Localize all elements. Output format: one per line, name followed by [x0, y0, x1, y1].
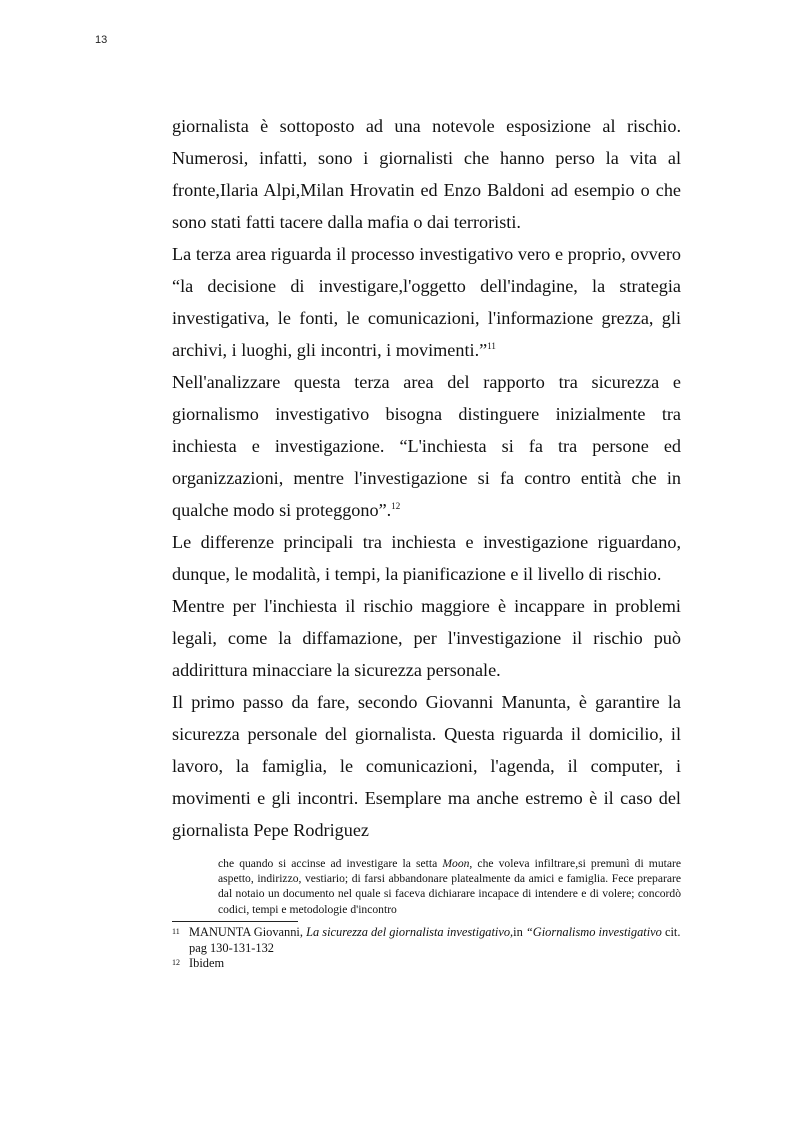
paragraph	[172, 366, 681, 526]
paragraph	[172, 526, 681, 590]
paragraph	[172, 238, 681, 366]
block-quote	[218, 856, 681, 917]
footnote-title: La sicurezza del giornalista investigativo,	[306, 925, 514, 939]
paragraph-text: Nell'analizzare questa terza area del rapporto tra sicurezza e giornalismo investigativo bisogna distinguere inizialmente tra inchiesta e investigazione. “L'inchiesta si fa tra persone ed organizzazioni, mentre l'investigazione si fa contro entità che in qualche modo si proteggono”.	[172, 372, 681, 520]
quote-text-start: che quando si accinse ad investigare la setta	[218, 857, 443, 870]
footnote-11	[172, 925, 681, 956]
paragraph	[172, 590, 681, 686]
footnote-text: Ibidem	[189, 956, 225, 971]
footnote-book: “Giornalismo investigativo	[525, 925, 662, 939]
footnote-number: 12	[172, 958, 180, 968]
footnote-separator	[172, 921, 298, 922]
page-number: 13	[95, 34, 108, 46]
footnote-12	[172, 956, 681, 972]
quote-emphasis: Moon	[442, 857, 470, 870]
footnote-rest: cit. pag 130-131-132	[189, 925, 681, 955]
body-text	[172, 110, 681, 846]
quote-text-end: , che voleva infiltrare,si premunì di mutare aspetto, indirizzo, vestiario; di farsi abbandonare platealmente da amici e famiglia. Fece preparare dal notaio un documento nel quale si faceva dichiarare incapace di intendere e di volere; concordò codici, tempi e metodologie d'incontro	[218, 857, 681, 916]
footnote-connector: in	[513, 925, 526, 939]
paragraph	[172, 686, 681, 846]
paragraph-text: Le differenze principali tra inchiesta e investigazione riguardano, dunque, le modalità, i tempi, la pianificazione e il livello di rischio.	[172, 532, 681, 584]
paragraph-text: La terza area riguarda il processo investigativo vero e proprio, ovvero “la decisione di investigare,l'oggetto dell'indagine, la strategia investigativa, le fonti, le comunicazioni, l'informazione grezza, gli archivi, i luoghi, gli incontri, i movimenti.”	[172, 244, 681, 360]
footnote-reference[interactable]: 12	[391, 501, 401, 511]
footnote-number: 11	[172, 927, 180, 936]
paragraph-text: Il primo passo da fare, secondo Giovanni Manunta, è garantire la sicurezza personale del giornalista. Questa riguarda il domicilio, il lavoro, la famiglia, le comunicazioni, l'agenda, il computer, i movimenti e gli incontri. Esemplare ma anche estremo è il caso del giornalista Pepe Rodriguez	[172, 692, 681, 840]
paragraph	[172, 110, 681, 238]
footnotes	[172, 925, 681, 972]
footnote-reference[interactable]: 11	[487, 341, 496, 351]
paragraph-text: giornalista è sottoposto ad una notevole esposizione al rischio. Numerosi, infatti, sono i giornalisti che hanno perso la vita al fronte,Ilaria Alpi,Milan Hrovatin ed Enzo Baldoni ad esempio o che sono stati fatti tacere dalla mafia o dai terroristi.	[172, 116, 681, 232]
paragraph-text: Mentre per l'inchiesta il rischio maggiore è incappare in problemi legali, come la diffamazione, per l'investigazione il rischio può addirittura minacciare la sicurezza personale.	[172, 596, 681, 680]
block-quote-text	[218, 856, 681, 917]
footnote-author: MANUNTA Giovanni,	[189, 925, 307, 939]
